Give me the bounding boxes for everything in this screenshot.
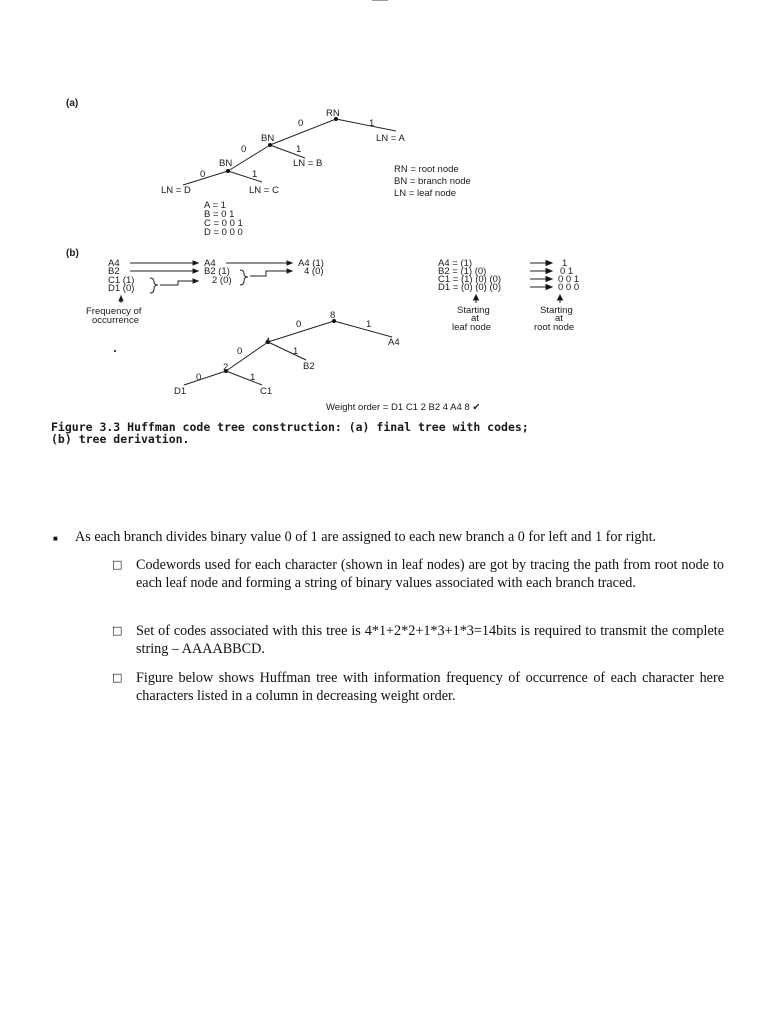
col3-item: A4 (1) <box>298 258 324 269</box>
col2-item: 2 (0) <box>212 275 232 286</box>
freq-label: occurrence <box>92 315 139 326</box>
bullet-marker: □ <box>112 671 123 684</box>
derivation-columns <box>86 258 324 326</box>
bit-label: 0 <box>196 372 202 383</box>
tree-leaf: C1 <box>260 386 273 397</box>
tree-leaf: B2 <box>303 361 315 372</box>
bullet-marker: ■ <box>53 534 58 543</box>
legend-line: BN = branch node <box>394 176 471 187</box>
start-leaf: Starting <box>457 305 490 316</box>
tree-a <box>183 117 396 185</box>
col1-item: C1 (1) <box>108 275 135 286</box>
leaf-code: A4 = (1) <box>438 258 473 269</box>
node-rn: RN <box>326 108 340 119</box>
bit-label: 1 <box>293 346 299 357</box>
bullet-marker: □ <box>112 624 123 637</box>
col2-item: A4 <box>204 258 216 269</box>
root-code: 0 0 0 <box>558 282 580 293</box>
bullet-main <box>53 528 735 546</box>
tree-node: 2 <box>223 362 229 373</box>
code-line: A = 1 <box>204 200 226 211</box>
weight-order: Weight order = D1 C1 2 B2 4 A4 8 ✔ <box>326 402 481 413</box>
bit-label: 1 <box>252 169 258 180</box>
col2-item: B2 (1) <box>204 266 230 277</box>
col1-item: B2 <box>108 266 120 277</box>
bit-label: 1 <box>366 319 372 330</box>
start-root: at <box>555 313 563 324</box>
start-leaf: leaf node <box>452 322 492 333</box>
code-line: C = 0 0 1 <box>204 218 243 229</box>
root-code: 0 0 1 <box>558 274 580 285</box>
bullet-text: As each branch divides binary value 0 of 1 are assigned to each new branch a 0 for left and 1 for right. <box>75 529 657 545</box>
tree-leaf: D1 <box>174 386 187 397</box>
col3-item: 4 (0) <box>304 266 324 277</box>
col1-item: D1 (0) <box>108 283 135 294</box>
legend-line: RN = root node <box>394 164 459 175</box>
code-line: B = 0 1 <box>204 209 235 220</box>
node-bn-2: BN <box>219 158 233 169</box>
leaf-code: C1 = (1) (0) (0) <box>438 274 502 285</box>
bullet-text: Codewords used for each character (shown in leaf nodes) are got by tracing the path from root node to each leaf node and forming a string of binary values associated with each branch traced. <box>136 557 724 591</box>
part-b-label: (b) <box>66 248 79 259</box>
huffman-figure <box>0 0 768 460</box>
col1-item: A4 <box>108 258 120 269</box>
bullet-sub <box>112 669 724 705</box>
code-line: D = 0 0 0 <box>204 227 243 238</box>
start-root: Starting <box>540 305 573 316</box>
part-a-label: (a) <box>66 98 79 109</box>
bullet-marker: □ <box>112 558 123 571</box>
tree-node: 4 <box>265 336 271 347</box>
tree-node: 8 <box>330 310 336 321</box>
codes-a <box>204 200 243 238</box>
bullet-text: Figure below shows Huffman tree with information frequency of occurrence of each character here characters listed in a column in decreasing weight order. <box>136 670 724 704</box>
node-bn-1: BN <box>261 133 275 144</box>
bit-label: 0 <box>298 118 304 129</box>
leaf-a: LN = A <box>376 133 405 144</box>
tree-leaf: A4 <box>388 337 400 348</box>
bit-label: 0 <box>200 169 206 180</box>
bit-label: 1 <box>250 372 256 383</box>
root-code: 1 <box>562 258 568 269</box>
leaf-code: D1 = (0) (0) (0) <box>438 282 502 293</box>
start-root: root node <box>534 322 575 333</box>
bit-label: 0 <box>237 346 243 357</box>
bullet-text: Set of codes associated with this tree is 4*1+2*2+1*3+1*3=14bits is required to transmit the complete string – AAAABBCD. <box>136 623 724 657</box>
bullet-sub <box>112 622 724 658</box>
leaf-code: B2 = (1) (0) <box>438 266 487 277</box>
bit-label: 1 <box>369 118 375 129</box>
bit-label: 1 <box>296 144 302 155</box>
bit-label: 0 <box>241 144 247 155</box>
leaf-root-codes <box>438 258 579 333</box>
bit-label: 0 <box>296 319 302 330</box>
figure-caption-line2: (b) tree derivation. <box>51 432 190 446</box>
leaf-b: LN = B <box>293 158 323 169</box>
figure-caption-line1: Figure 3.3 Huffman code tree construction: (a) final tree with codes; <box>51 420 529 434</box>
leaf-d: LN = D <box>161 185 191 196</box>
freq-label: Frequency of <box>86 306 142 317</box>
root-code: 0 1 <box>560 266 574 277</box>
leaf-c: LN = C <box>249 185 279 196</box>
bullet-sub <box>112 556 724 592</box>
legend-line: LN = leaf node <box>394 188 457 199</box>
legend-a <box>394 164 471 199</box>
start-leaf: at <box>471 313 479 324</box>
